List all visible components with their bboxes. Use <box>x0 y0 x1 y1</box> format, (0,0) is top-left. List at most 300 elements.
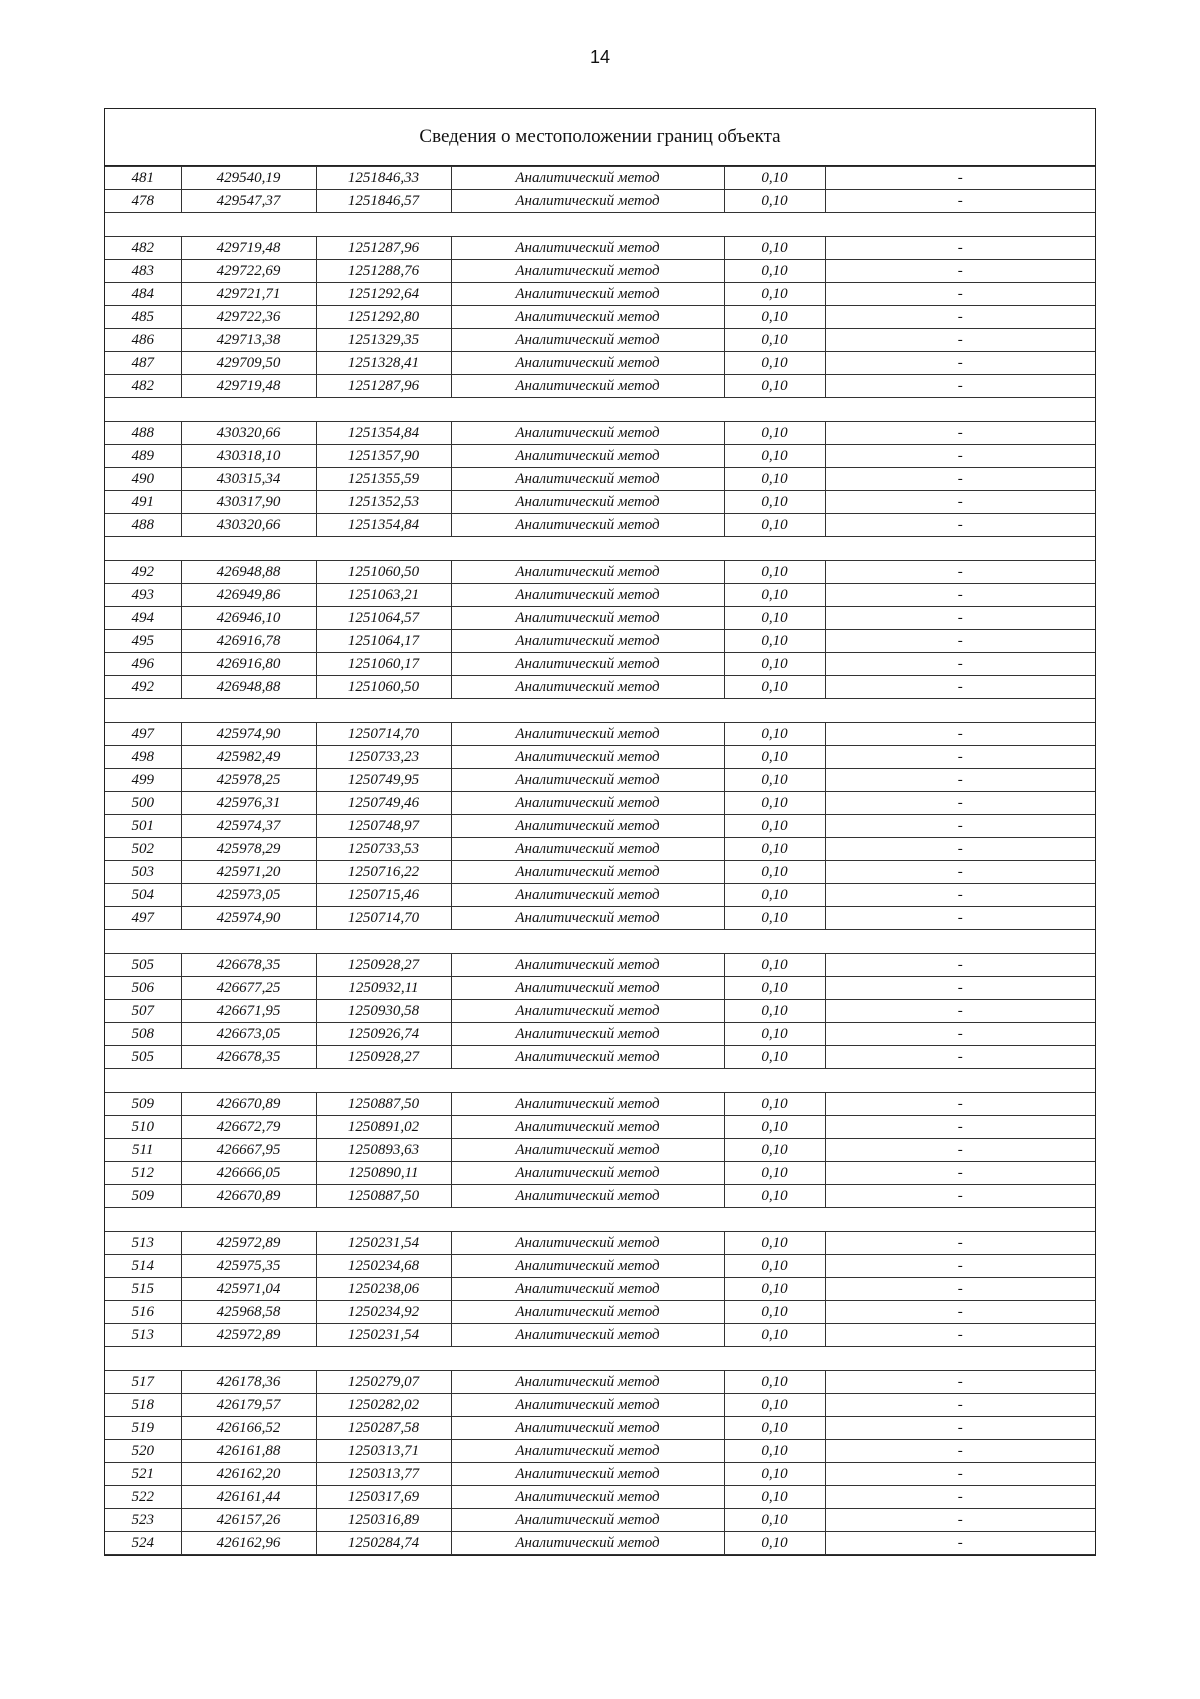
accuracy-cell: 0,10 <box>724 1023 825 1046</box>
table-row <box>105 329 1095 352</box>
table-row <box>105 190 1095 213</box>
point-number-cell: 520 <box>105 1440 181 1463</box>
point-number-cell: 492 <box>105 676 181 699</box>
page-number: 14 <box>589 47 611 67</box>
x-coordinate-cell: 426671,95 <box>181 1000 316 1023</box>
x-coordinate-cell: 425974,90 <box>181 723 316 746</box>
y-coordinate-cell: 1250284,74 <box>316 1532 451 1555</box>
point-number-cell: 498 <box>105 746 181 769</box>
table-row <box>105 1000 1095 1023</box>
accuracy-cell: 0,10 <box>724 1371 825 1394</box>
table-row <box>105 445 1095 468</box>
x-coordinate-cell: 425978,25 <box>181 769 316 792</box>
method-cell: Аналитический метод <box>451 1486 724 1509</box>
separator-cell <box>105 537 1095 561</box>
description-cell: - <box>825 815 1095 838</box>
point-number-cell: 481 <box>105 167 181 190</box>
point-number-cell: 500 <box>105 792 181 815</box>
point-number-cell: 482 <box>105 237 181 260</box>
method-cell: Аналитический метод <box>451 1324 724 1347</box>
accuracy-cell: 0,10 <box>724 283 825 306</box>
y-coordinate-cell: 1251328,41 <box>316 352 451 375</box>
description-cell: - <box>825 1000 1095 1023</box>
x-coordinate-cell: 426948,88 <box>181 676 316 699</box>
x-coordinate-cell: 426946,10 <box>181 607 316 630</box>
y-coordinate-cell: 1251060,17 <box>316 653 451 676</box>
y-coordinate-cell: 1250279,07 <box>316 1371 451 1394</box>
table-row <box>105 1046 1095 1069</box>
y-coordinate-cell: 1251355,59 <box>316 468 451 491</box>
description-cell: - <box>825 954 1095 977</box>
table-row <box>105 769 1095 792</box>
method-cell: Аналитический метод <box>451 1394 724 1417</box>
x-coordinate-cell: 430317,90 <box>181 491 316 514</box>
table-row <box>105 237 1095 260</box>
method-cell: Аналитический метод <box>451 607 724 630</box>
point-number-cell: 494 <box>105 607 181 630</box>
point-number-cell: 524 <box>105 1532 181 1555</box>
method-cell: Аналитический метод <box>451 190 724 213</box>
point-number-cell: 509 <box>105 1185 181 1208</box>
description-cell: - <box>825 1046 1095 1069</box>
method-cell: Аналитический метод <box>451 584 724 607</box>
accuracy-cell: 0,10 <box>724 514 825 537</box>
point-number-cell: 510 <box>105 1116 181 1139</box>
x-coordinate-cell: 426667,95 <box>181 1139 316 1162</box>
y-coordinate-cell: 1250716,22 <box>316 861 451 884</box>
table-row <box>105 1116 1095 1139</box>
point-number-cell: 521 <box>105 1463 181 1486</box>
y-coordinate-cell: 1251288,76 <box>316 260 451 283</box>
accuracy-cell: 0,10 <box>724 1185 825 1208</box>
table-row <box>105 514 1095 537</box>
x-coordinate-cell: 429713,38 <box>181 329 316 352</box>
accuracy-cell: 0,10 <box>724 1162 825 1185</box>
y-coordinate-cell: 1250930,58 <box>316 1000 451 1023</box>
method-cell: Аналитический метод <box>451 1371 724 1394</box>
point-number-cell: 515 <box>105 1278 181 1301</box>
point-number-cell: 497 <box>105 907 181 930</box>
y-coordinate-cell: 1251846,57 <box>316 190 451 213</box>
y-coordinate-cell: 1250234,68 <box>316 1255 451 1278</box>
accuracy-cell: 0,10 <box>724 630 825 653</box>
point-number-cell: 478 <box>105 190 181 213</box>
accuracy-cell: 0,10 <box>724 1486 825 1509</box>
method-cell: Аналитический метод <box>451 422 724 445</box>
method-cell: Аналитический метод <box>451 884 724 907</box>
point-number-cell: 507 <box>105 1000 181 1023</box>
y-coordinate-cell: 1250313,77 <box>316 1463 451 1486</box>
point-number-cell: 501 <box>105 815 181 838</box>
y-coordinate-cell: 1250715,46 <box>316 884 451 907</box>
description-cell: - <box>825 653 1095 676</box>
method-cell: Аналитический метод <box>451 283 724 306</box>
description-cell: - <box>825 884 1095 907</box>
description-cell: - <box>825 1417 1095 1440</box>
description-cell: - <box>825 1532 1095 1555</box>
accuracy-cell: 0,10 <box>724 838 825 861</box>
description-cell: - <box>825 977 1095 1000</box>
description-cell: - <box>825 514 1095 537</box>
x-coordinate-cell: 426678,35 <box>181 1046 316 1069</box>
accuracy-cell: 0,10 <box>724 352 825 375</box>
method-cell: Аналитический метод <box>451 491 724 514</box>
description-cell: - <box>825 1278 1095 1301</box>
description-cell: - <box>825 260 1095 283</box>
method-cell: Аналитический метод <box>451 1255 724 1278</box>
description-cell: - <box>825 1255 1095 1278</box>
y-coordinate-cell: 1250316,89 <box>316 1509 451 1532</box>
point-number-cell: 523 <box>105 1509 181 1532</box>
description-cell: - <box>825 561 1095 584</box>
x-coordinate-cell: 426948,88 <box>181 561 316 584</box>
accuracy-cell: 0,10 <box>724 422 825 445</box>
accuracy-cell: 0,10 <box>724 954 825 977</box>
accuracy-cell: 0,10 <box>724 260 825 283</box>
y-coordinate-cell: 1251357,90 <box>316 445 451 468</box>
y-coordinate-cell: 1250238,06 <box>316 1278 451 1301</box>
method-cell: Аналитический метод <box>451 746 724 769</box>
group-separator <box>105 537 1095 561</box>
x-coordinate-cell: 426161,88 <box>181 1440 316 1463</box>
y-coordinate-cell: 1251354,84 <box>316 514 451 537</box>
method-cell: Аналитический метод <box>451 676 724 699</box>
description-cell: - <box>825 792 1095 815</box>
accuracy-cell: 0,10 <box>724 1463 825 1486</box>
description-cell: - <box>825 375 1095 398</box>
accuracy-cell: 0,10 <box>724 861 825 884</box>
method-cell: Аналитический метод <box>451 468 724 491</box>
method-cell: Аналитический метод <box>451 907 724 930</box>
description-cell: - <box>825 352 1095 375</box>
y-coordinate-cell: 1250926,74 <box>316 1023 451 1046</box>
y-coordinate-cell: 1250887,50 <box>316 1093 451 1116</box>
description-cell: - <box>825 1023 1095 1046</box>
point-number-cell: 491 <box>105 491 181 514</box>
x-coordinate-cell: 425973,05 <box>181 884 316 907</box>
point-number-cell: 484 <box>105 283 181 306</box>
x-coordinate-cell: 425972,89 <box>181 1232 316 1255</box>
method-cell: Аналитический метод <box>451 977 724 1000</box>
description-cell: - <box>825 1324 1095 1347</box>
y-coordinate-cell: 1251060,50 <box>316 561 451 584</box>
method-cell: Аналитический метод <box>451 445 724 468</box>
x-coordinate-cell: 429721,71 <box>181 283 316 306</box>
description-cell: - <box>825 607 1095 630</box>
separator-cell <box>105 1347 1095 1371</box>
x-coordinate-cell: 425971,20 <box>181 861 316 884</box>
y-coordinate-cell: 1251846,33 <box>316 167 451 190</box>
separator-cell <box>105 930 1095 954</box>
x-coordinate-cell: 425968,58 <box>181 1301 316 1324</box>
separator-cell <box>105 213 1095 237</box>
accuracy-cell: 0,10 <box>724 1440 825 1463</box>
point-number-cell: 517 <box>105 1371 181 1394</box>
point-number-cell: 485 <box>105 306 181 329</box>
point-number-cell: 504 <box>105 884 181 907</box>
method-cell: Аналитический метод <box>451 815 724 838</box>
table-row <box>105 1532 1095 1555</box>
y-coordinate-cell: 1251064,57 <box>316 607 451 630</box>
accuracy-cell: 0,10 <box>724 607 825 630</box>
x-coordinate-cell: 425971,04 <box>181 1278 316 1301</box>
method-cell: Аналитический метод <box>451 329 724 352</box>
y-coordinate-cell: 1250928,27 <box>316 954 451 977</box>
table-row <box>105 746 1095 769</box>
method-cell: Аналитический метод <box>451 1278 724 1301</box>
table-row <box>105 1371 1095 1394</box>
x-coordinate-cell: 429722,36 <box>181 306 316 329</box>
table-row <box>105 954 1095 977</box>
x-coordinate-cell: 425972,89 <box>181 1324 316 1347</box>
description-cell: - <box>825 584 1095 607</box>
accuracy-cell: 0,10 <box>724 375 825 398</box>
method-cell: Аналитический метод <box>451 1116 724 1139</box>
group-separator <box>105 1069 1095 1093</box>
method-cell: Аналитический метод <box>451 167 724 190</box>
x-coordinate-cell: 426157,26 <box>181 1509 316 1532</box>
method-cell: Аналитический метод <box>451 1532 724 1555</box>
y-coordinate-cell: 1251063,21 <box>316 584 451 607</box>
point-number-cell: 506 <box>105 977 181 1000</box>
accuracy-cell: 0,10 <box>724 1232 825 1255</box>
description-cell: - <box>825 422 1095 445</box>
x-coordinate-cell: 426672,79 <box>181 1116 316 1139</box>
accuracy-cell: 0,10 <box>724 653 825 676</box>
x-coordinate-cell: 429540,19 <box>181 167 316 190</box>
y-coordinate-cell: 1250733,23 <box>316 746 451 769</box>
x-coordinate-cell: 425975,35 <box>181 1255 316 1278</box>
point-number-cell: 514 <box>105 1255 181 1278</box>
description-cell: - <box>825 306 1095 329</box>
table-row <box>105 1440 1095 1463</box>
separator-cell <box>105 1208 1095 1232</box>
method-cell: Аналитический метод <box>451 1301 724 1324</box>
x-coordinate-cell: 426162,20 <box>181 1463 316 1486</box>
accuracy-cell: 0,10 <box>724 468 825 491</box>
method-cell: Аналитический метод <box>451 561 724 584</box>
method-cell: Аналитический метод <box>451 861 724 884</box>
description-cell: - <box>825 676 1095 699</box>
description-cell: - <box>825 723 1095 746</box>
x-coordinate-cell: 426916,78 <box>181 630 316 653</box>
description-cell: - <box>825 1440 1095 1463</box>
accuracy-cell: 0,10 <box>724 1116 825 1139</box>
x-coordinate-cell: 426678,35 <box>181 954 316 977</box>
group-separator <box>105 1347 1095 1371</box>
method-cell: Аналитический метод <box>451 723 724 746</box>
accuracy-cell: 0,10 <box>724 977 825 1000</box>
x-coordinate-cell: 430315,34 <box>181 468 316 491</box>
table-row <box>105 422 1095 445</box>
accuracy-cell: 0,10 <box>724 1000 825 1023</box>
description-cell: - <box>825 746 1095 769</box>
table-row <box>105 1324 1095 1347</box>
description-cell: - <box>825 1486 1095 1509</box>
y-coordinate-cell: 1250733,53 <box>316 838 451 861</box>
table-row <box>105 884 1095 907</box>
x-coordinate-cell: 429719,48 <box>181 375 316 398</box>
description-cell: - <box>825 167 1095 190</box>
group-separator <box>105 1208 1095 1232</box>
method-cell: Аналитический метод <box>451 1509 724 1532</box>
y-coordinate-cell: 1250890,11 <box>316 1162 451 1185</box>
description-cell: - <box>825 283 1095 306</box>
description-cell: - <box>825 1232 1095 1255</box>
x-coordinate-cell: 425974,37 <box>181 815 316 838</box>
description-cell: - <box>825 1093 1095 1116</box>
x-coordinate-cell: 425974,90 <box>181 907 316 930</box>
method-cell: Аналитический метод <box>451 630 724 653</box>
point-number-cell: 483 <box>105 260 181 283</box>
accuracy-cell: 0,10 <box>724 491 825 514</box>
method-cell: Аналитический метод <box>451 653 724 676</box>
point-number-cell: 511 <box>105 1139 181 1162</box>
x-coordinate-cell: 429709,50 <box>181 352 316 375</box>
x-coordinate-cell: 426673,05 <box>181 1023 316 1046</box>
method-cell: Аналитический метод <box>451 352 724 375</box>
accuracy-cell: 0,10 <box>724 329 825 352</box>
table-row <box>105 792 1095 815</box>
y-coordinate-cell: 1250891,02 <box>316 1116 451 1139</box>
point-number-cell: 487 <box>105 352 181 375</box>
y-coordinate-cell: 1250749,46 <box>316 792 451 815</box>
accuracy-cell: 0,10 <box>724 1301 825 1324</box>
table-row <box>105 723 1095 746</box>
table-row <box>105 1185 1095 1208</box>
x-coordinate-cell: 429547,37 <box>181 190 316 213</box>
table-row <box>105 468 1095 491</box>
x-coordinate-cell: 426162,96 <box>181 1532 316 1555</box>
point-number-cell: 513 <box>105 1232 181 1255</box>
table-row <box>105 1139 1095 1162</box>
accuracy-cell: 0,10 <box>724 1417 825 1440</box>
x-coordinate-cell: 429719,48 <box>181 237 316 260</box>
x-coordinate-cell: 426179,57 <box>181 1394 316 1417</box>
method-cell: Аналитический метод <box>451 1232 724 1255</box>
y-coordinate-cell: 1250714,70 <box>316 907 451 930</box>
table-row <box>105 861 1095 884</box>
point-number-cell: 496 <box>105 653 181 676</box>
description-cell: - <box>825 838 1095 861</box>
point-number-cell: 495 <box>105 630 181 653</box>
separator-cell <box>105 1069 1095 1093</box>
description-cell: - <box>825 468 1095 491</box>
y-coordinate-cell: 1251292,80 <box>316 306 451 329</box>
method-cell: Аналитический метод <box>451 1162 724 1185</box>
accuracy-cell: 0,10 <box>724 167 825 190</box>
point-number-cell: 508 <box>105 1023 181 1046</box>
description-cell: - <box>825 1185 1095 1208</box>
accuracy-cell: 0,10 <box>724 723 825 746</box>
point-number-cell: 522 <box>105 1486 181 1509</box>
point-number-cell: 489 <box>105 445 181 468</box>
y-coordinate-cell: 1250313,71 <box>316 1440 451 1463</box>
table-row <box>105 306 1095 329</box>
boundary-coordinates-table <box>104 108 1096 1556</box>
table-row <box>105 167 1095 190</box>
accuracy-cell: 0,10 <box>724 1093 825 1116</box>
description-cell: - <box>825 1116 1095 1139</box>
y-coordinate-cell: 1251287,96 <box>316 237 451 260</box>
point-number-cell: 488 <box>105 422 181 445</box>
x-coordinate-cell: 430320,66 <box>181 514 316 537</box>
x-coordinate-cell: 425976,31 <box>181 792 316 815</box>
group-separator <box>105 699 1095 723</box>
accuracy-cell: 0,10 <box>724 1509 825 1532</box>
x-coordinate-cell: 426178,36 <box>181 1371 316 1394</box>
group-separator <box>105 398 1095 422</box>
table-row <box>105 907 1095 930</box>
accuracy-cell: 0,10 <box>724 306 825 329</box>
y-coordinate-cell: 1251354,84 <box>316 422 451 445</box>
accuracy-cell: 0,10 <box>724 884 825 907</box>
point-number-cell: 516 <box>105 1301 181 1324</box>
y-coordinate-cell: 1250234,92 <box>316 1301 451 1324</box>
table-row <box>105 630 1095 653</box>
method-cell: Аналитический метод <box>451 1139 724 1162</box>
point-number-cell: 518 <box>105 1394 181 1417</box>
separator-cell <box>105 699 1095 723</box>
x-coordinate-cell: 429722,69 <box>181 260 316 283</box>
description-cell: - <box>825 445 1095 468</box>
y-coordinate-cell: 1250231,54 <box>316 1324 451 1347</box>
table-row <box>105 1417 1095 1440</box>
description-cell: - <box>825 1394 1095 1417</box>
y-coordinate-cell: 1250893,63 <box>316 1139 451 1162</box>
accuracy-cell: 0,10 <box>724 190 825 213</box>
x-coordinate-cell: 426677,25 <box>181 977 316 1000</box>
table-row <box>105 1394 1095 1417</box>
accuracy-cell: 0,10 <box>724 907 825 930</box>
description-cell: - <box>825 630 1095 653</box>
x-coordinate-cell: 426916,80 <box>181 653 316 676</box>
accuracy-cell: 0,10 <box>724 1255 825 1278</box>
table-row <box>105 260 1095 283</box>
table-row <box>105 1301 1095 1324</box>
y-coordinate-cell: 1251060,50 <box>316 676 451 699</box>
point-number-cell: 509 <box>105 1093 181 1116</box>
x-coordinate-cell: 430318,10 <box>181 445 316 468</box>
point-number-cell: 492 <box>105 561 181 584</box>
description-cell: - <box>825 1509 1095 1532</box>
point-number-cell: 493 <box>105 584 181 607</box>
y-coordinate-cell: 1251064,17 <box>316 630 451 653</box>
x-coordinate-cell: 426166,52 <box>181 1417 316 1440</box>
table-row <box>105 607 1095 630</box>
method-cell: Аналитический метод <box>451 1000 724 1023</box>
table-row <box>105 584 1095 607</box>
table-row <box>105 1162 1095 1185</box>
method-cell: Аналитический метод <box>451 306 724 329</box>
x-coordinate-cell: 430320,66 <box>181 422 316 445</box>
accuracy-cell: 0,10 <box>724 1394 825 1417</box>
point-number-cell: 512 <box>105 1162 181 1185</box>
y-coordinate-cell: 1250932,11 <box>316 977 451 1000</box>
x-coordinate-cell: 426670,89 <box>181 1093 316 1116</box>
description-cell: - <box>825 237 1095 260</box>
y-coordinate-cell: 1250287,58 <box>316 1417 451 1440</box>
point-number-cell: 502 <box>105 838 181 861</box>
table-row <box>105 283 1095 306</box>
accuracy-cell: 0,10 <box>724 1278 825 1301</box>
y-coordinate-cell: 1250231,54 <box>316 1232 451 1255</box>
table-row <box>105 352 1095 375</box>
table-row <box>105 977 1095 1000</box>
point-number-cell: 505 <box>105 1046 181 1069</box>
accuracy-cell: 0,10 <box>724 1046 825 1069</box>
group-separator <box>105 930 1095 954</box>
